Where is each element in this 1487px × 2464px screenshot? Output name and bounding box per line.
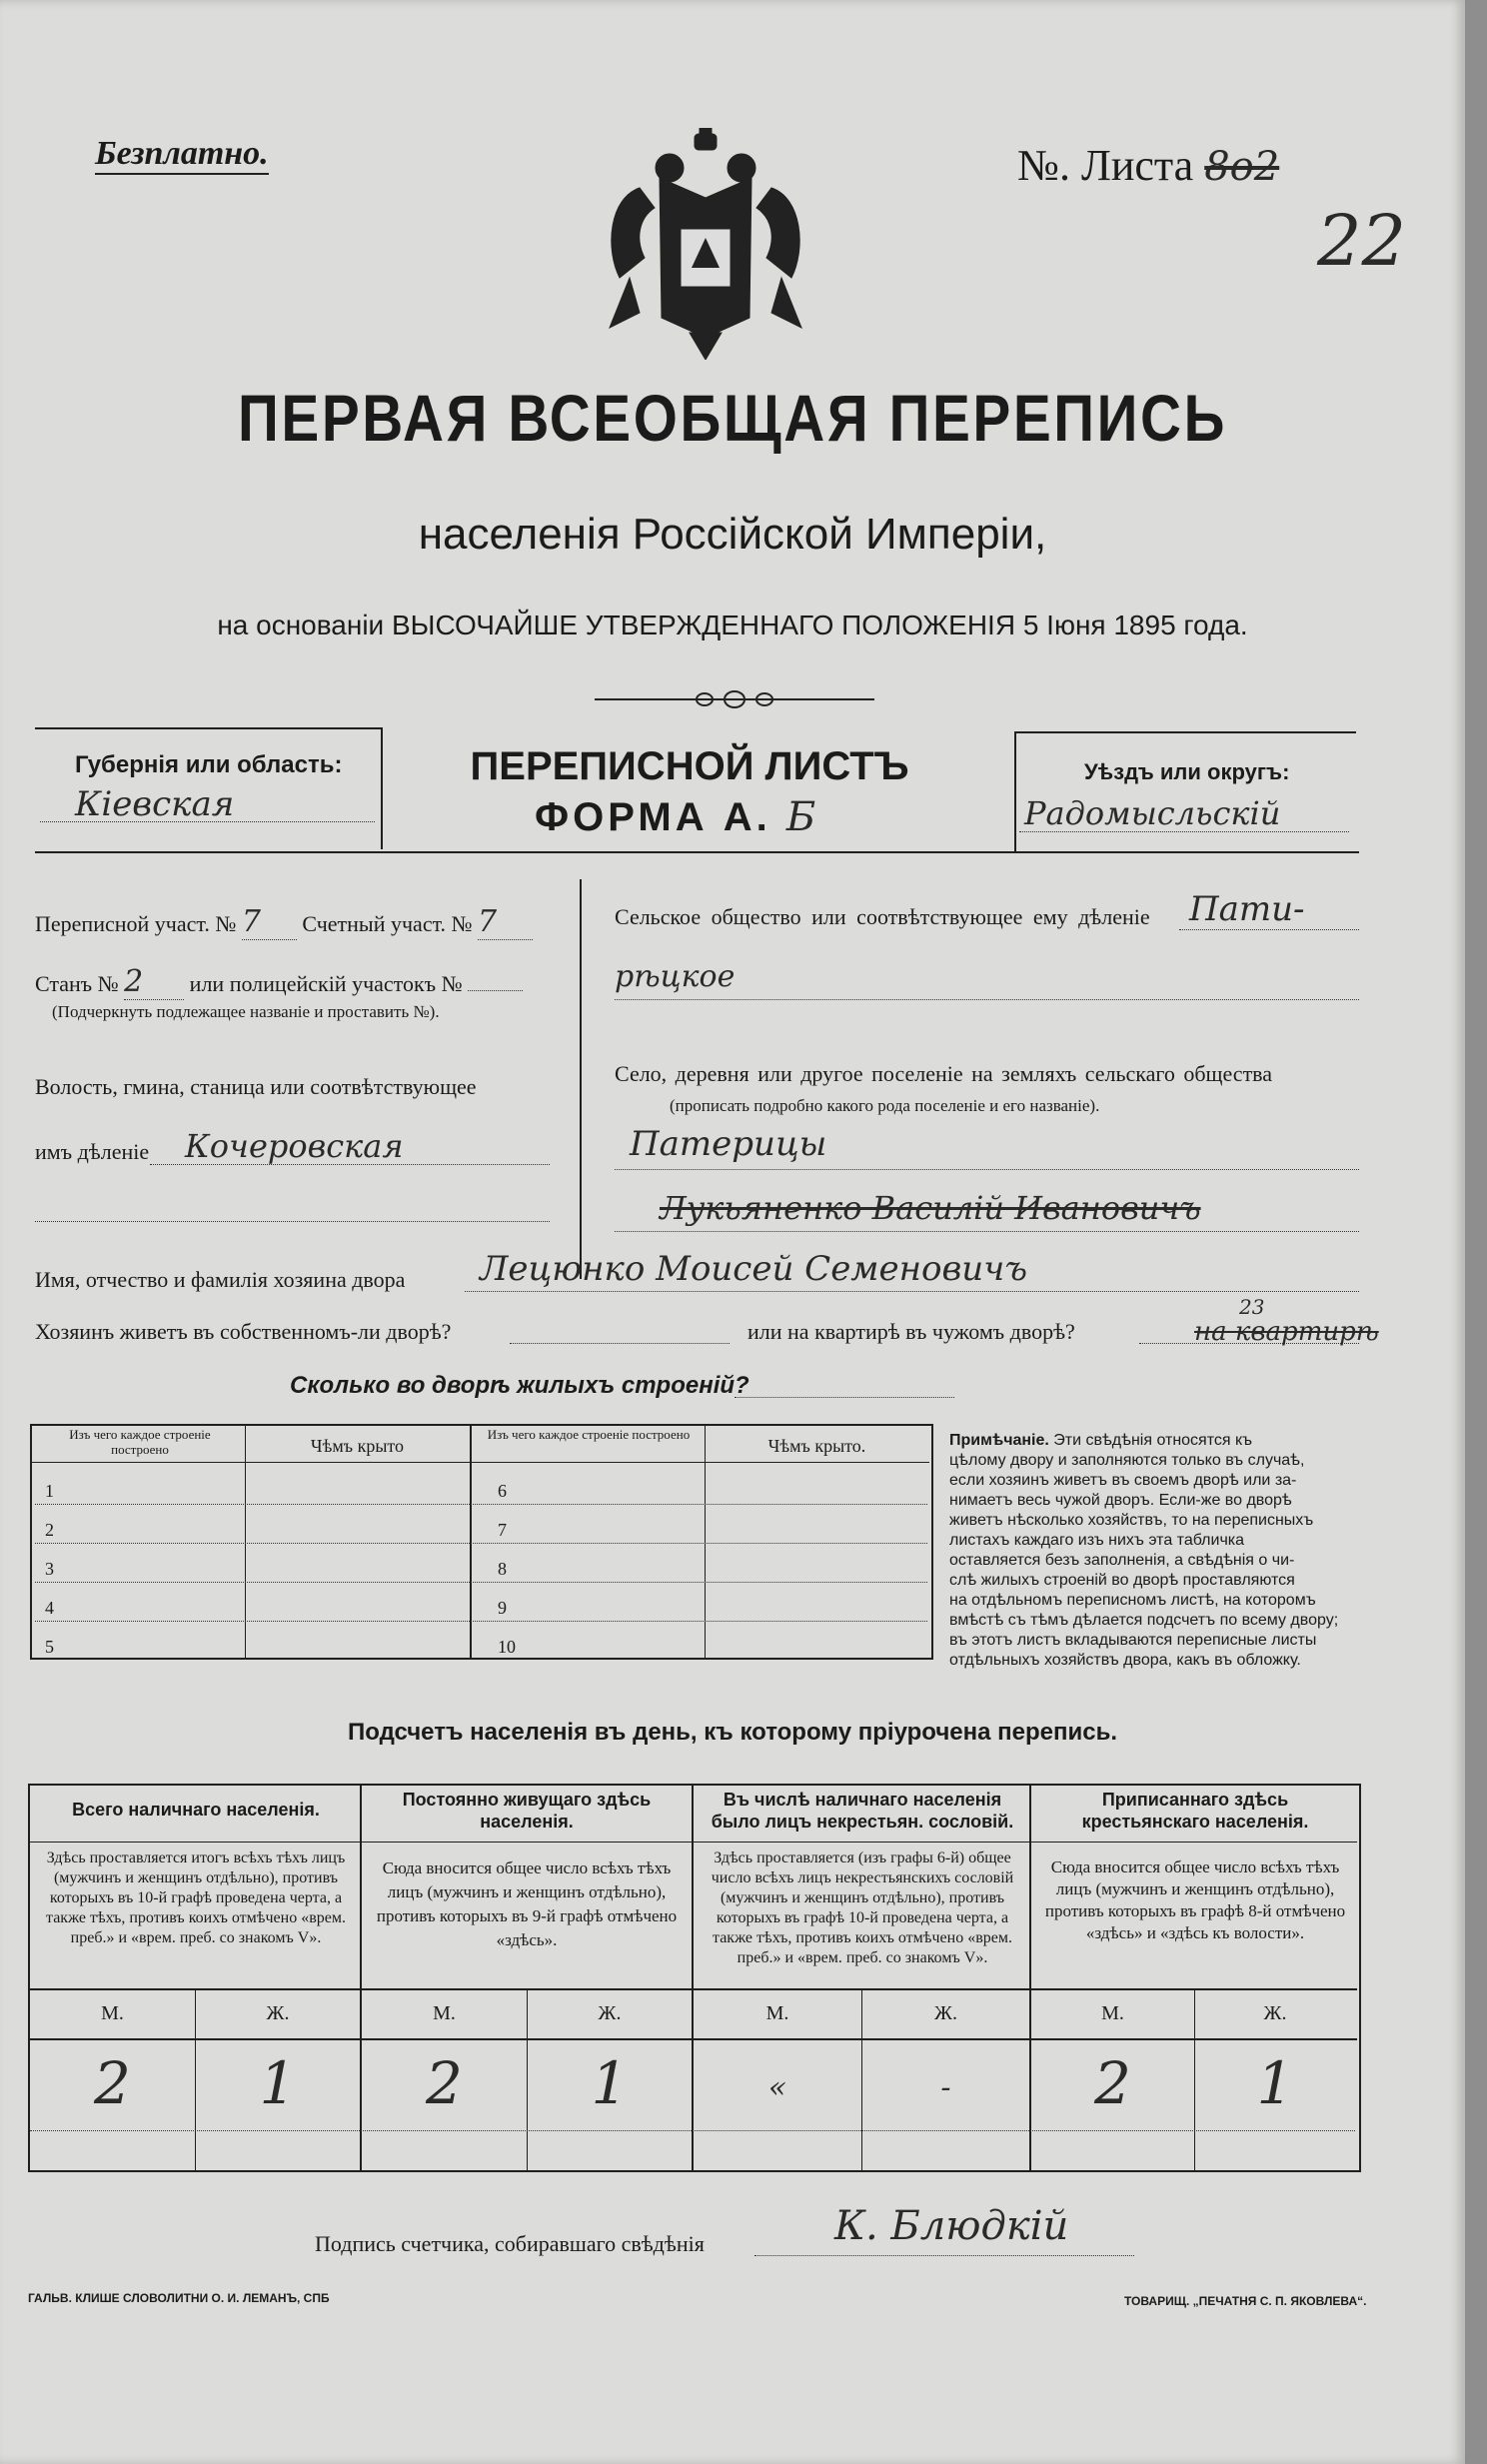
footer-right: ТОВАРИЩ. „ПЕЧАТНЯ С. П. ЯКОВЛЕВА“. — [1124, 2294, 1367, 2308]
note-line: Эти свѣдѣнія относятся къ — [1053, 1432, 1252, 1449]
row-number: 8 — [498, 1559, 507, 1579]
col-1-female-label: Ж. — [266, 2002, 290, 2024]
row-number: 2 — [45, 1520, 54, 1540]
col-4-female-value: 1 — [1256, 2049, 1294, 2117]
footer-left: ГАЛЬВ. КЛИШЕ СЛОВОЛИТНИ О. И. ЛЕМАНЪ, СПБ — [28, 2291, 330, 2305]
row-number: 7 — [498, 1520, 507, 1540]
sheet-number-margin: 22 — [1317, 200, 1407, 282]
sheet-number-label: №. Листа — [1017, 141, 1194, 190]
form-type-value: Б — [785, 794, 820, 840]
col-3-male-label: М. — [765, 2002, 789, 2024]
uezd-value: Радомысльскій — [1024, 794, 1281, 832]
village-value: Патерицы — [630, 1124, 827, 1164]
basis-regulation: ВЫСОЧАЙШЕ УТВЕРЖДЕННАГО ПОЛОЖЕНІЯ — [391, 610, 1016, 640]
col-2-male-value: 2 — [426, 2049, 463, 2117]
buildings-rows-left — [45, 1472, 54, 1667]
enum-district-row — [35, 904, 533, 940]
village-note: (прописать подробно какого рода поселеніе и его названіе). — [670, 1096, 1100, 1115]
note-line: если хозяинъ живетъ въ своемъ дворѣ или за- — [949, 1472, 1297, 1489]
signature-value: К. Блюдкій — [834, 2203, 1069, 2249]
row-number: 1 — [45, 1481, 54, 1501]
note-line: живетъ нѣсколько хозяйствъ, то на переписныхъ — [949, 1512, 1314, 1529]
col-4-male-value: 2 — [1094, 2049, 1131, 2117]
owner-previous-value: Лукьяненко Василій Ивановичъ — [660, 1189, 1201, 1227]
note-line: оставляется безъ заполненія, а свѣдѣнія о чи- — [949, 1552, 1295, 1569]
society-label: Сельское общество или соотвѣтствующее ему дѣленіе — [615, 904, 1150, 929]
col-4-female-label: Ж. — [1263, 2002, 1287, 2024]
village-label: Село, деревня или другое поселеніе на земляхъ сельскаго общества — [615, 1061, 1273, 1086]
sheet-number-value: 8о2 — [1204, 144, 1280, 190]
stan-label: Станъ № — [35, 971, 119, 996]
society-value: Пати- — [1189, 889, 1305, 929]
enum-district-value: 7 — [242, 904, 297, 940]
count-title: Подсчетъ населенія въ день, къ которому пріурочена перепись. — [348, 1719, 1117, 1746]
buildings-table — [30, 1424, 933, 1660]
row-number: 5 — [45, 1637, 54, 1657]
census-subtitle: населенія Россійской Имперіи, — [418, 510, 1047, 559]
buildings-col-roof-right: Чѣмъ крыто. — [767, 1436, 866, 1456]
note-line: въ этотъ листъ вкладываются переписные листы — [949, 1632, 1317, 1649]
basis-date: 5 Іюня 1895 года. — [1022, 610, 1248, 640]
col-3-female-label: Ж. — [934, 2002, 957, 2024]
lives-own-label: Хозяинъ живетъ въ собственномъ-ли дворѣ? — [35, 1319, 452, 1344]
note-block — [949, 1431, 1359, 1671]
signature-label: Подпись счетчика, собиравшаго свѣдѣнія — [315, 2231, 705, 2256]
col-2-female-label: Ж. — [598, 2002, 622, 2024]
col-3-female-value: - — [940, 2070, 951, 2105]
note-line: цѣлому двору и заполняются только въ случаѣ, — [949, 1452, 1305, 1469]
count-district-value: 7 — [478, 904, 533, 940]
volost-label: Волость, гмина, станица или соотвѣтствующее — [35, 1074, 477, 1099]
form-type — [535, 794, 819, 840]
row-number: 6 — [498, 1481, 507, 1501]
form-divider — [35, 851, 1359, 853]
count-district-label: Счетный участ. № — [302, 911, 473, 936]
buildings-col-material-right: Изъ чего каждое строеніе построено — [487, 1427, 691, 1442]
volost-label-2: имъ дѣленіе — [35, 1139, 150, 1164]
count-col-2-head: Постоянно живущаго здѣсь населенія. — [402, 1790, 652, 1832]
enum-district-label: Переписной участ. № — [35, 911, 237, 936]
col-2-female-value: 1 — [591, 2049, 629, 2117]
col-1-male-value: 2 — [94, 2049, 131, 2117]
owner-label: Имя, отчество и фамилія хозяина двора — [35, 1267, 406, 1292]
note-title: Примѣчаніе. — [949, 1432, 1049, 1449]
row-number: 9 — [498, 1598, 507, 1618]
uezd-box — [1014, 731, 1356, 853]
gubernia-value: Кіевская — [75, 784, 235, 824]
buildings-col-roof: Чѣмъ крыто — [310, 1436, 405, 1456]
count-col-4-desc: Сюда вносится общее число всѣхъ тѣхъ лицъ (мужчинъ и женщинъ отдѣльно), противъ которыхъ въ графѣ 8-й отмѣчено «здѣсь» и «здѣсь къ волости». — [1044, 1857, 1346, 1942]
volost-value: Кочеровская — [185, 1127, 404, 1165]
police-district-label: или полицейскій участокъ № — [189, 971, 463, 996]
fields-column-divider — [580, 879, 582, 1279]
count-col-2-desc: Сюда вносится общее число всѣхъ тѣхъ лицъ (мужчинъ и женщинъ отдѣльно), противъ которыхъ въ 9-й графѣ отмѣчено «здѣсь». — [376, 1858, 678, 1949]
lives-rent-value: на квартирѣ — [1194, 1317, 1379, 1347]
free-of-charge-label: Безплатно. — [95, 135, 269, 175]
col-3-male-value: « — [767, 2070, 787, 2105]
note-line: нимаетъ весь чужой дворъ. Если-же во дворѣ — [949, 1492, 1292, 1509]
note-line: на отдѣльномъ переписномъ листѣ, на которомъ — [949, 1592, 1316, 1609]
note-line: слѣ жилыхъ строеній во дворѣ проставляются — [949, 1572, 1295, 1589]
buildings-col-material: Изъ чего каждое строеніе построено — [69, 1427, 211, 1457]
census-basis — [0, 610, 1465, 641]
count-col-4-head: Приписаннаго здѣсь крестьянскаго населенія. — [1081, 1790, 1309, 1832]
imperial-eagle-emblem — [600, 128, 811, 360]
col-4-male-label: М. — [1101, 2002, 1124, 2024]
ornament-divider — [595, 687, 874, 711]
underline-note: (Подчеркнуть подлежащее названіе и проставить №). — [52, 1002, 440, 1021]
lives-rent-label: или на квартирѣ въ чужомъ дворѣ? — [747, 1319, 1075, 1344]
lives-rent-margin: 23 — [1239, 1295, 1265, 1319]
row-number: 10 — [498, 1637, 516, 1657]
note-line: вмѣстѣ съ тѣмъ дѣлается подсчетъ по всему двору; — [949, 1612, 1339, 1629]
row-number: 3 — [45, 1559, 54, 1579]
col-1-female-value: 1 — [259, 2049, 297, 2117]
census-title: ПЕРВАЯ ВСЕОБЩАЯ ПЕРЕПИСЬ — [238, 381, 1227, 455]
note-line: отдѣльныхъ хозяйствъ двора, какъ въ обложку. — [949, 1652, 1301, 1669]
uezd-label: Уѣздъ или округъ: — [1084, 759, 1290, 784]
sheet-number — [1017, 140, 1279, 191]
row-number: 4 — [45, 1598, 54, 1618]
count-col-1-head: Всего наличнаго населенія. — [72, 1800, 320, 1820]
gubernia-label: Губернія или область: — [75, 751, 343, 778]
col-2-male-label: М. — [433, 2002, 456, 2024]
basis-prefix: на основаніи — [217, 610, 385, 640]
count-col-3-desc: Здѣсь проставляется (изъ графы 6-й) общее число всѣхъ лицъ некрестьянскихъ сословій (мужчинъ и женщинъ отдѣльно), противъ которыхъ въ графѣ 10-й проведена черта, а также тѣхъ, противъ коихъ отмѣчено «врем. преб.» и «врем. преб. со знакомъ V». — [711, 1849, 1014, 1966]
stan-row — [35, 964, 523, 1000]
count-col-3-head: Въ числѣ наличнаго населенія было лицъ некрестьян. сословій. — [711, 1790, 1014, 1832]
form-type-label: ФОРМА А. — [535, 795, 771, 839]
buildings-rows-right — [498, 1472, 516, 1667]
buildings-question: Сколько во дворѣ жилыхъ строеній? — [290, 1372, 749, 1399]
sheet-title: ПЕРЕПИСНОЙ ЛИСТЪ — [470, 744, 909, 788]
society-value-2: рѣцкое — [615, 959, 736, 994]
note-line: листахъ каждаго изъ нихъ эта табличка — [949, 1532, 1245, 1549]
owner-value: Лецюнко Моисей Семеновичъ — [480, 1249, 1027, 1289]
col-1-male-label: М. — [101, 2002, 124, 2024]
count-col-1-desc: Здѣсь проставляется итогъ всѣхъ тѣхъ лицъ (мужчинъ и женщинъ отдѣльно), противъ которыхъ въ 10-й графѣ проведена черта, а также тѣхъ, противъ коихъ отмѣчено «врем. преб.» и «врем. преб. со знакомъ V». — [46, 1849, 346, 1946]
stan-value: 2 — [124, 964, 184, 1000]
